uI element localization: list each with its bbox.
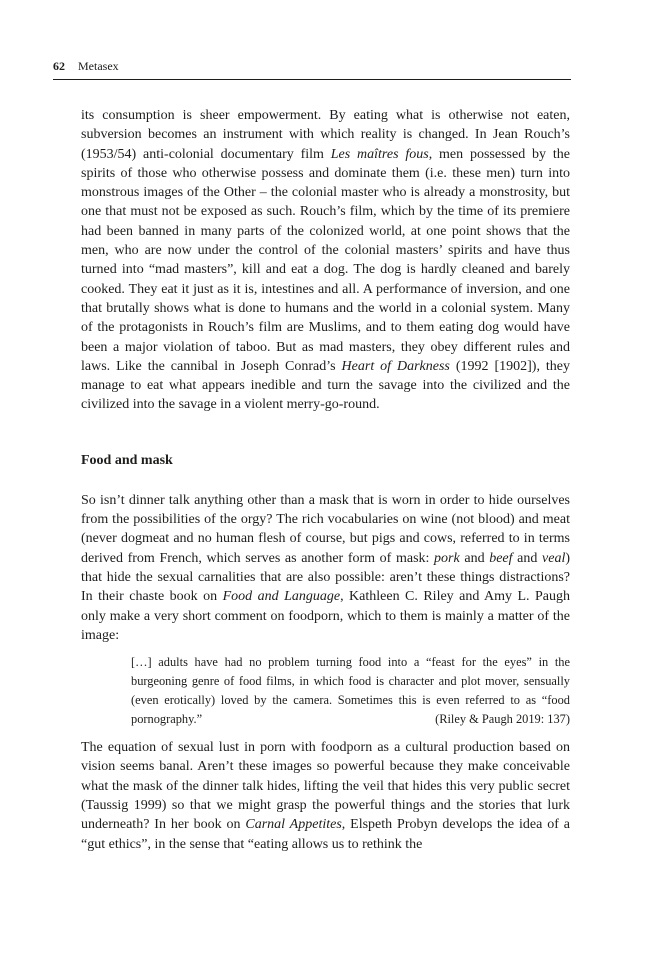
- text-run: its consumption is sheer empowerment. By eating what is otherwise not eaten, subversion becomes an instrument with which reality is changed. In Jean Rouch’s (1953/54) anti-colonial documentary film: [81, 108, 570, 162]
- block-quote: [131, 653, 570, 729]
- running-title: Metasex: [78, 59, 119, 73]
- quote-text: […] adults have had no problem turning food into a “feast for the eyes” in the burgeoning genre of food films, in which food is character and plot mover, sensually (even erotically) loved by the camera. Sometimes this is even referred to as “food pornography.”: [131, 655, 570, 727]
- italic-title: beef: [489, 550, 513, 566]
- text-run: The equation of sexual lust in porn with foodporn as a cultural production based on vision seems banal. Aren’t these images so powerful because they make conceivable what the mask of the dinner talk hides, lifting the veil that hides this very public secret (Taussig 1999) so that we might grasp the powerful things and the stories that lurk underneath? In her book on: [81, 740, 570, 833]
- text-run: , Kathleen C. Riley and Amy L. Paugh only make a very short comment on foodporn, which to them is mainly a matter of the image:: [81, 589, 571, 643]
- text-run: (1992 [1902]), they manage to eat what appears inedible and turn the savage into the civilized and the civilized into the savage in a violent merry-go-round.: [81, 358, 570, 413]
- text-run: , men possessed by the spirits of those who otherwise possess and dominate them (i.e. these men) turn into monstrous images of the Other – the colonial master who is already a monstrosity, but one that must not be exposed as such. Rouch’s film, which by the time of its premiere had been banned in many parts of the colonized world, at one point shows that the men, who are now under the control of the colonial masters’ spirits and have thus turned into “mad masters”, kill and eat a dog. The dog is hardly cleaned and barely cooked. They eat it just as it is, intestines and all. A performance of inversion, and one that brutally shows what is done to humans and the world in a colonial system. Many of the protagonists in Rouch’s film are Muslims, and to them eating dog would have been a major violation of taboo. But as mad masters, they obey different rules and laws. Like the cannibal in Joseph Conrad’s: [81, 146, 570, 374]
- quote-citation: (Riley & Paugh 2019: 137): [435, 712, 570, 727]
- paragraph-foodporn: [81, 738, 570, 854]
- paragraph-dinner-talk: [81, 491, 570, 645]
- italic-title: Les maîtres fous: [330, 146, 429, 162]
- paragraph-rouch: [81, 106, 570, 415]
- running-header: [53, 58, 571, 74]
- italic-title: veal: [542, 550, 566, 566]
- italic-title: pork: [434, 550, 460, 566]
- text-run: and: [459, 550, 490, 566]
- header-rule: [53, 79, 571, 80]
- section-heading: Food and mask: [81, 452, 173, 468]
- italic-title: Heart of Darkness: [341, 358, 450, 374]
- text-run: So isn’t dinner talk anything other than a mask that is worn in order to hide ourselves from the possibilities of the orgy? The rich vocabularies on wine (not blood) and meat (never dogmeat and no human flesh of course, but pigs and cows, referred to in terms derived from French, which serves as another form of mask:: [81, 492, 570, 566]
- page-number: 62: [53, 59, 65, 73]
- italic-title: Food and Language: [222, 589, 341, 605]
- text-run: ) that hide the sexual carnalities that are also possible: aren’t these things distractions? In their chaste book on: [81, 550, 571, 605]
- text-run: and: [512, 550, 543, 566]
- text-run: , Elspeth Probyn develops the idea of a “gut ethics”, in the sense that “eating allows us to rethink the: [81, 817, 570, 852]
- italic-title: Carnal Appetites: [245, 817, 342, 833]
- body-text: [81, 106, 570, 854]
